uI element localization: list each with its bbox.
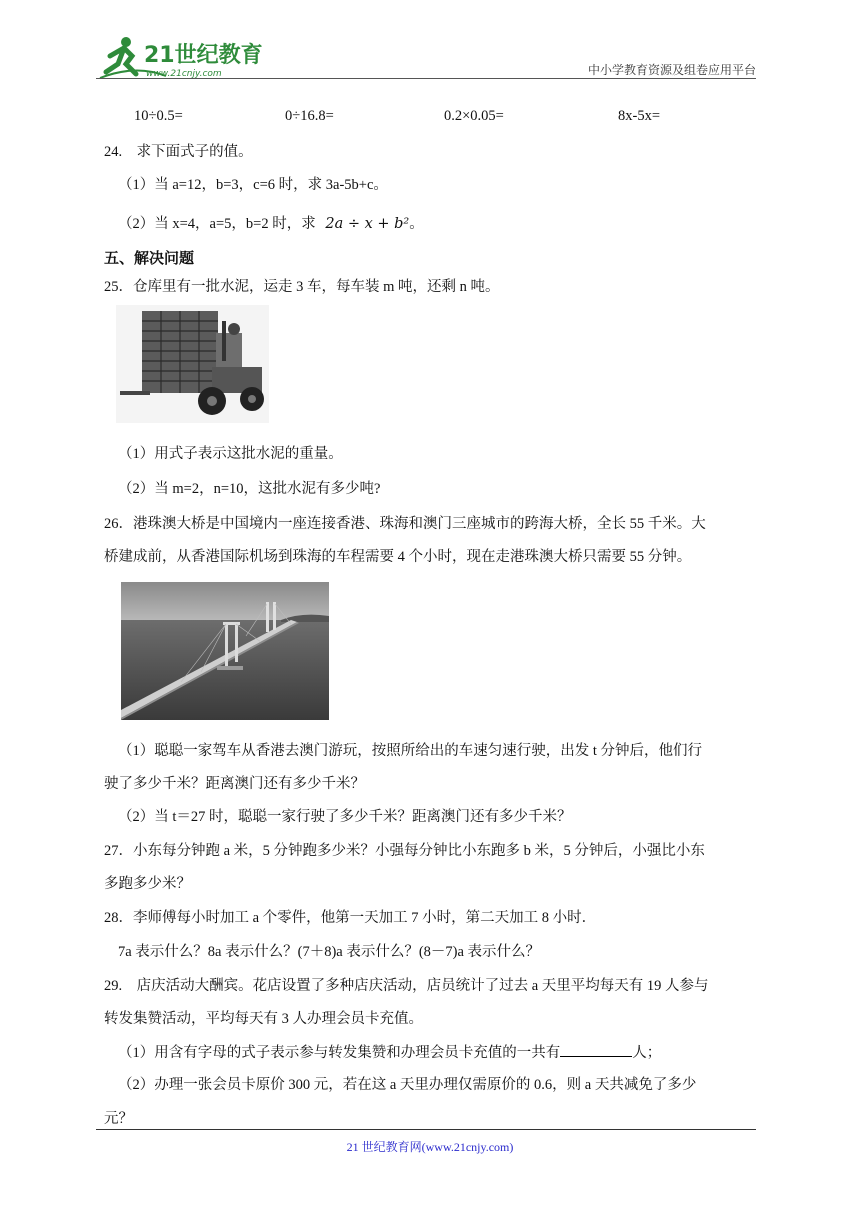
- q24-part2-prefix: （2）当 x=4，a=5，b=2 时，求: [118, 216, 316, 232]
- answer-blank[interactable]: [560, 1042, 632, 1057]
- q29-part1-prefix: （1）用含有字母的式子表示参与转发集赞和办理会员卡充值的一共有: [118, 1045, 561, 1061]
- q29-line2: 转发集赞活动，平均每天有 3 人办理会员卡充值。: [104, 1011, 423, 1027]
- q26-part1-line2: 驶了多少千米？距离澳门还有多少千米？: [104, 776, 365, 792]
- q24-part2-expression: 2a ÷ x + b²: [325, 216, 410, 232]
- q26-part2: （2）当 t＝27 时，聪聪一家行驶了多少千米？距离澳门还有多少千米？: [118, 809, 572, 825]
- q26-line2: 桥建成前，从香港国际机场到珠海的车程需要 4 个小时，现在走港珠澳大桥只需要 55 分钟。: [104, 549, 692, 565]
- q28-line1: 28．李师傅每小时加工 a 个零件，他第一天加工 7 小时，第二天加工 8 小时．: [104, 910, 597, 926]
- footer-divider: [96, 1129, 756, 1130]
- section-title: 五、解决问题: [104, 249, 195, 267]
- header-platform-text: 中小学教育资源及组卷应用平台: [587, 63, 756, 77]
- q24-part2: [118, 214, 424, 234]
- q24-title: 24. 求下面式子的值。: [104, 144, 253, 160]
- q29-part2-line2: 元？: [104, 1111, 133, 1127]
- logo-runner-icon: [96, 34, 266, 82]
- site-logo: [96, 34, 266, 82]
- calc-item-1: 10÷0.5=: [134, 108, 183, 124]
- bridge-image: [121, 582, 329, 720]
- q24-part2-suffix: 。: [409, 216, 424, 232]
- calc-item-2: 0÷16.8=: [285, 108, 334, 124]
- q29-part1: [118, 1042, 661, 1063]
- q25-title: 25．仓库里有一批水泥，运走 3 车，每车装 m 吨，还剩 n 吨。: [104, 279, 500, 295]
- q25-part1: （1）用式子表示这批水泥的重量。: [118, 446, 343, 462]
- q26-part1-line1: （1）聪聪一家驾车从香港去澳门游玩，按照所给出的车速匀速行驶，出发 t 分钟后，他们行: [118, 743, 703, 759]
- cement-forklift-image: [116, 305, 269, 423]
- logo-text: 21世纪教育: [144, 43, 263, 68]
- footer-link[interactable]: 21 世纪教育网(www.21cnjy.com): [346, 1140, 514, 1154]
- q27-line2: 多跑多少米？: [104, 876, 191, 892]
- calc-item-3: 0.2×0.05=: [444, 108, 504, 124]
- q28-line2: 7a 表示什么？8a 表示什么？(7＋8)a 表示什么？(8－7)a 表示什么？: [118, 944, 541, 960]
- q26-line1: 26．港珠澳大桥是中国境内一座连接香港、珠海和澳门三座城市的跨海大桥，全长 55 千米。大: [104, 516, 706, 532]
- calc-item-4: 8x-5x=: [618, 108, 661, 124]
- logo-url: www.21cnjy.com: [146, 69, 222, 79]
- q29-line1: 29. 店庆活动大酬宾。花店设置了多种店庆活动，店员统计了过去 a 天里平均每天有 19 人参与: [104, 978, 709, 994]
- q27-line1: 27．小东每分钟跑 a 米，5 分钟跑多少米？小强每分钟比小东跑多 b 米，5 分钟后，小强比小东: [104, 843, 705, 859]
- q25-part2: （2）当 m=2，n=10，这批水泥有多少吨?: [118, 481, 381, 497]
- q29-part2-line1: （2）办理一张会员卡原价 300 元，若在这 a 天里办理仅需原价的 0.6，则 a 天共减免了多少: [118, 1077, 697, 1093]
- q24-part1: （1）当 a=12，b=3，c=6 时，求 3a-5b+c。: [118, 177, 388, 193]
- q29-part1-suffix: 人；: [632, 1045, 662, 1061]
- header-divider: [96, 78, 756, 79]
